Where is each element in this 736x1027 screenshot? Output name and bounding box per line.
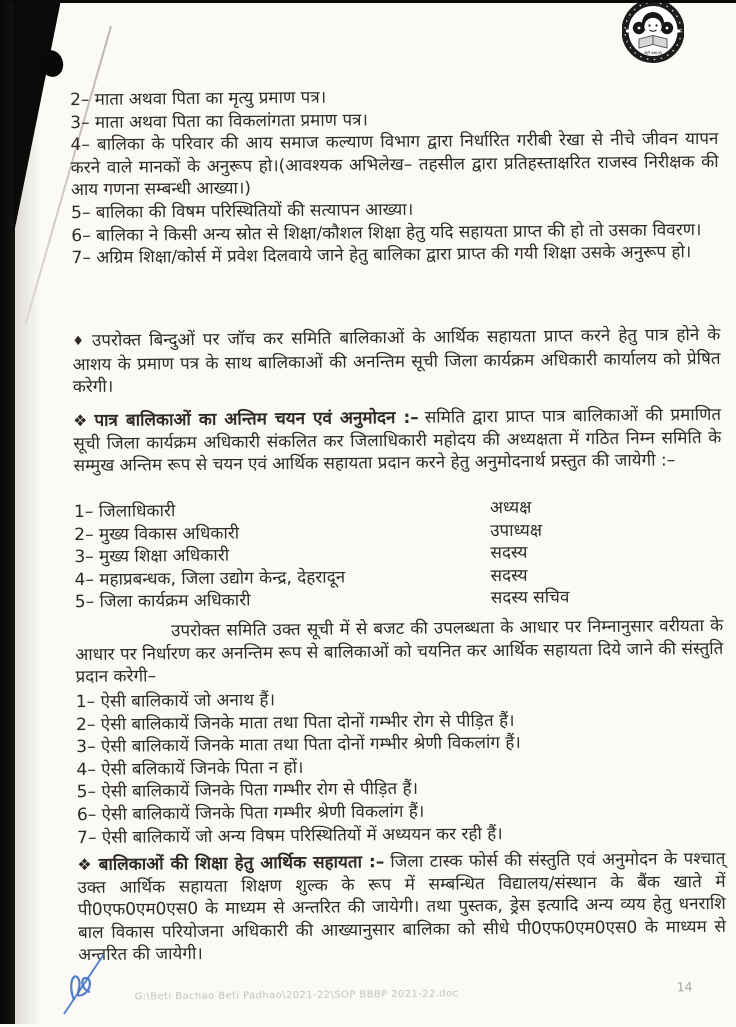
list-item: 7– अग्रिम शिक्षा/कोर्स में प्रवेश दिलवाये जाने हेतु बालिका द्वारा प्राप्त की गयी शिक्षा उसके अनुरूप हो।: [71, 242, 692, 269]
list-item: 3– माता अथवा पिता का विकलांगता प्रमाण पत्र।: [70, 109, 368, 133]
diamond-bullet-icon: ♦: [72, 334, 85, 350]
committee-member: 2– मुख्य विकास अधिकारी: [74, 523, 240, 545]
committee-member: 4– महाप्रबन्धक, जिला उद्योग केन्द्र, देहरादून: [74, 567, 346, 590]
section-bullet-icon: ❖: [77, 854, 92, 875]
list-item: 5– ऐसी बालिकायें जिनके पिता गम्भीर रोग से पीड़ित हैं।: [76, 779, 419, 803]
table-row: [75, 585, 723, 614]
priority-intro-paragraph: [75, 615, 724, 689]
committee-member: 3– मुख्य शिक्षा अधिकारी: [74, 545, 230, 568]
list-item: 3– ऐसी बालिकायें जिनके माता तथा पिता दोनों गम्भीर श्रेणी विकलांग हैं।: [76, 733, 521, 758]
committee-member: 5– जिला कार्यक्रम अधिकारी: [74, 590, 251, 613]
footer-file-path: G:\Beti Bachao Beti Padhao\2021-22\SOP BBBP 2021-22.doc: [134, 988, 459, 1003]
list-item: 5– बालिका की विषम परिस्थितियों की सत्यापन आख्या।: [71, 199, 414, 224]
scan-edge-top: [0, 0, 736, 3]
beti-bachao-beti-padhao-logo-icon: [622, 1, 684, 65]
committee-member: 1– जिलाधिकारी: [73, 501, 176, 523]
section-final-selection: [73, 404, 722, 478]
section-body: समिति द्वारा प्राप्त पात्र बालिकाओं की प्रमाणित सूची जिला कार्यक्रम अधिकारी संकलित कर जिलाधिकारी महोदय की अध्यक्षता में गठित निम्न समिति के सम्मुख अन्तिम रूप से चयन एवं आर्थिक सहायता प्रदान करने हेतु अनुमोदनार्थ प्रस्तुत की जायेगी :–: [73, 404, 722, 477]
list-item: 7– ऐसी बालिकायें जो अन्य विषम परिस्थितियों में अध्ययन कर रही हैं।: [77, 823, 503, 848]
logo-caption: बेटी बचाओ: [644, 50, 662, 56]
section-heading: पात्र बालिकाओं का अन्तिम चयन एवं अनुमोदन :–: [94, 407, 419, 431]
section-heading: बालिकाओं की शिक्षा हेतु आर्थिक सहायता :–: [98, 852, 385, 875]
eligibility-documents-list: [70, 83, 720, 270]
page-number: 14: [676, 979, 693, 995]
committee-table: [74, 495, 723, 614]
section-financial-aid: [77, 848, 726, 967]
list-item: 4– ऐसी बलिकायें जिनके पिता न हों।: [76, 757, 304, 780]
committee-role: सदस्य: [490, 542, 528, 564]
committee-role: सदस्य सचिव: [490, 587, 570, 609]
committee-role: सदस्य: [490, 565, 528, 586]
list-item: 2– माता अथवा पिता का मृत्यु प्रमाण पत्र।: [69, 87, 327, 111]
signature-mark: [52, 948, 122, 1024]
list-item: 1– ऐसी बालिकायें जो अनाथ हैं।: [75, 690, 276, 713]
list-item: 4– बालिका के परिवार की आय समाज कल्याण विभाग द्वारा निर्धारित गरीबी रेखा से नीचे जीवन यापन करने वाले मानकों के अनुरूप हो।(आवश्यक अभिलेख– तहसील द्वारा प्रतिहस्ताक्षरित राजस्व निरीक्षक की आय गणना सम्बन्धी आख्या।): [70, 129, 719, 201]
scan-edge-left: [0, 0, 15, 1024]
list-item: 2– ऐसी बालिकायें जिनके माता तथा पिता दोनों गम्भीर रोग से पीड़ित हैं।: [75, 710, 515, 735]
priority-intro: उपरोक्त समिति उक्त सूची में से बजट की उपलब्धता के आधार पर निम्नानुसार वरीयता के आधार पर निर्धारण कर अनन्तिम रूप से बालिकाओं को चयनित कर आर्थिक सहायता दिये जाने की संस्तुति प्रदान करेगी–: [75, 615, 724, 688]
note-text: उपरोक्त बिन्दुओं पर जॉच कर समिति बालिकाओं के आर्थिक सहायता प्राप्त करने हेतु पात्र होने के आशय के प्रमाण पत्र के साथ बालिकाओं की अनन्तिम सूची जिला कार्यक्रम अधिकारी कार्यालय को प्रेषित करेगी।: [72, 324, 721, 398]
list-item: 6– ऐसी बालिकायें जिनके पिता गम्भीर श्रेणी विकलांग हैं।: [76, 801, 425, 826]
section-bullet-icon: ❖: [73, 410, 88, 431]
list-item: 6– बालिका ने किसी अन्य स्रोत से शिक्षा/कौशल शिक्षा हेतु यदि सहायता प्राप्त की हो तो उसका विवरण।: [71, 219, 702, 246]
committee-note-paragraph: [72, 324, 721, 399]
priority-list: [76, 685, 725, 849]
committee-role: उपाध्यक्ष: [490, 520, 543, 541]
section-body: जिला टास्क फोर्स की संस्तुति एवं अनुमोदन के पश्चात् उक्त आर्थिक सहायता शिक्षण शुल्क के रूप में सम्बन्धित विद्यालय/संस्थान के बैंक खाते में पी0एफ0एम0एस0 के माध्यम से अन्तरित की जायेगी। तथा पुस्तक, ड्रेस इत्यादि अन्य व्यय हेतु धनराशि बाल विकास परियोजना अधिकारी की आख्यानुसार बालिका को सीधे पी0एफ0एम0एस0 के माध्यम से अन्तरित की जायेगी।: [77, 848, 727, 966]
committee-role: अध्यक्ष: [489, 497, 532, 519]
document-body: [69, 0, 727, 1027]
